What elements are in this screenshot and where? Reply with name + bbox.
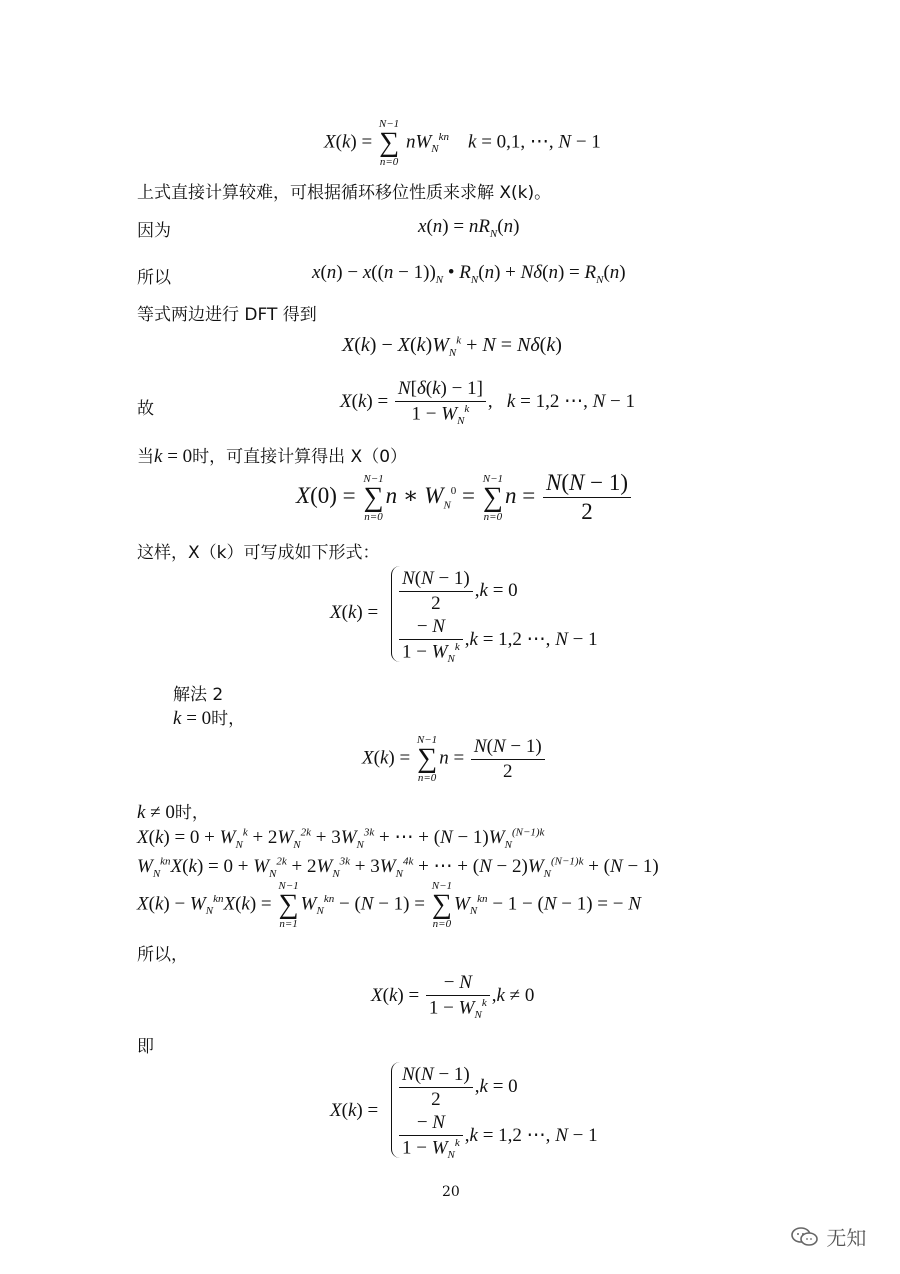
text-because: 因为	[137, 221, 171, 241]
equation-xn: $x(n) = nR_N(n)$	[418, 216, 520, 240]
equation-series-diff: $X(k) - W_N^{kn}X(k)$ = N−1 ∑ n=1 $W_N^{kn} - (N - 1)$ = N−1 ∑ n=0 $W_N^{kn} - 1 - (N - 1)$ = − N	[137, 880, 641, 930]
math-k: k	[173, 708, 182, 729]
math-eq-0: = 0	[162, 446, 193, 467]
math-k-ne: k	[137, 802, 146, 823]
equation-xk-k0: X(k) = N−1 ∑ n=0 n = $\frac{N(N - 1)}{2}$	[362, 734, 547, 784]
text-namely: 即	[137, 1037, 154, 1057]
text-dft-both-sides: 等式两边进行 DFT 得到	[137, 305, 317, 325]
piecewise-case2-1: $\frac{- N}{1 - W_N^k}$ ,k = 1,2 ⋯, N − 1	[397, 616, 598, 665]
wechat-icon	[790, 1225, 820, 1254]
math-ne-zero: ≠ 0	[145, 802, 175, 823]
text-method-2: 解法 2	[173, 685, 224, 705]
text-when-label-2: 时，	[174, 803, 209, 823]
equation-dft-definition: X(k) = N−1 ∑ n=0 $nW_N^{kn}$ k = 0,1, ⋯, N − 1	[324, 118, 601, 168]
text-k0-when	[173, 704, 245, 730]
watermark	[790, 1222, 866, 1254]
equation-x0: X(0) = N−1 ∑ n=0 n ∗ $W_N^0$ = N−1 ∑ n=0 n = $\frac{N(N - 1)}{2}$	[296, 470, 633, 525]
math-eq-zero: = 0	[181, 708, 212, 729]
equation-dft-result: $X(k) - X(k)W_N^k + N = N\delta(k)$	[342, 334, 562, 359]
piecewise-lhs-1: X(k) =	[330, 602, 379, 623]
text-so-2: 所以，	[137, 945, 188, 965]
text-when: 当	[137, 447, 154, 467]
page-number: 20	[442, 1184, 460, 1200]
text-compute-x0: 时，可直接计算得出 X（0）	[192, 447, 408, 467]
watermark-text: 无知	[826, 1226, 867, 1250]
equation-series-1: $X(k) = 0 + W_N^k + 2W_N^{2k} + 3W_N^{3k}$ + ⋯ + $(N - 1)W_N^{(N-1)k}$	[137, 826, 545, 851]
equation-series-2: $W_N^{kn}X(k) = 0 + W_N^{2k} + 2W_N^{3k} + 3W_N^{4k}$ + ⋯ + $(N - 2)W_N^{(N-1)k} + (N - 1)$	[137, 855, 659, 880]
text-line-direct-compute: 上式直接计算较难，可根据循环移位性质来求解 X(k)。	[137, 183, 552, 203]
text-when-label: 时，	[211, 709, 246, 729]
equation-xk-kne0: X(k) = $\frac{- N}{1 - W_N^k}$ ,k ≠ 0	[371, 972, 535, 1022]
text-therefore: 故	[137, 399, 154, 419]
text-so-1: 所以	[137, 268, 171, 288]
text-when-k0	[137, 442, 407, 468]
text-kne0-when	[137, 798, 209, 824]
piecewise-case1-1: $\frac{N(N - 1)}{2}$ ,k = 0	[397, 568, 518, 615]
piecewise-case2-2: $\frac{- N}{1 - W_N^k}$ ,k = 1,2 ⋯, N − 1	[397, 1112, 598, 1161]
text-thus: 这样，X（k）可写成如下形式：	[137, 543, 380, 563]
equation-shift-relation: $x(n) - x((n - 1))_N$ • $R_N(n) + N\delta(n) = R_N(n)$	[312, 262, 626, 286]
math-k-eq-0: k	[154, 446, 163, 467]
piecewise-lhs-2: X(k) =	[330, 1100, 379, 1121]
equation-xk-solution: X(k) = $\frac{N[\delta(k) - 1]}{1 - W_N^k}$ , k = 1,2 ⋯, N − 1	[340, 378, 635, 428]
piecewise-case1-2: $\frac{N(N - 1)}{2}$ ,k = 0	[397, 1064, 518, 1111]
